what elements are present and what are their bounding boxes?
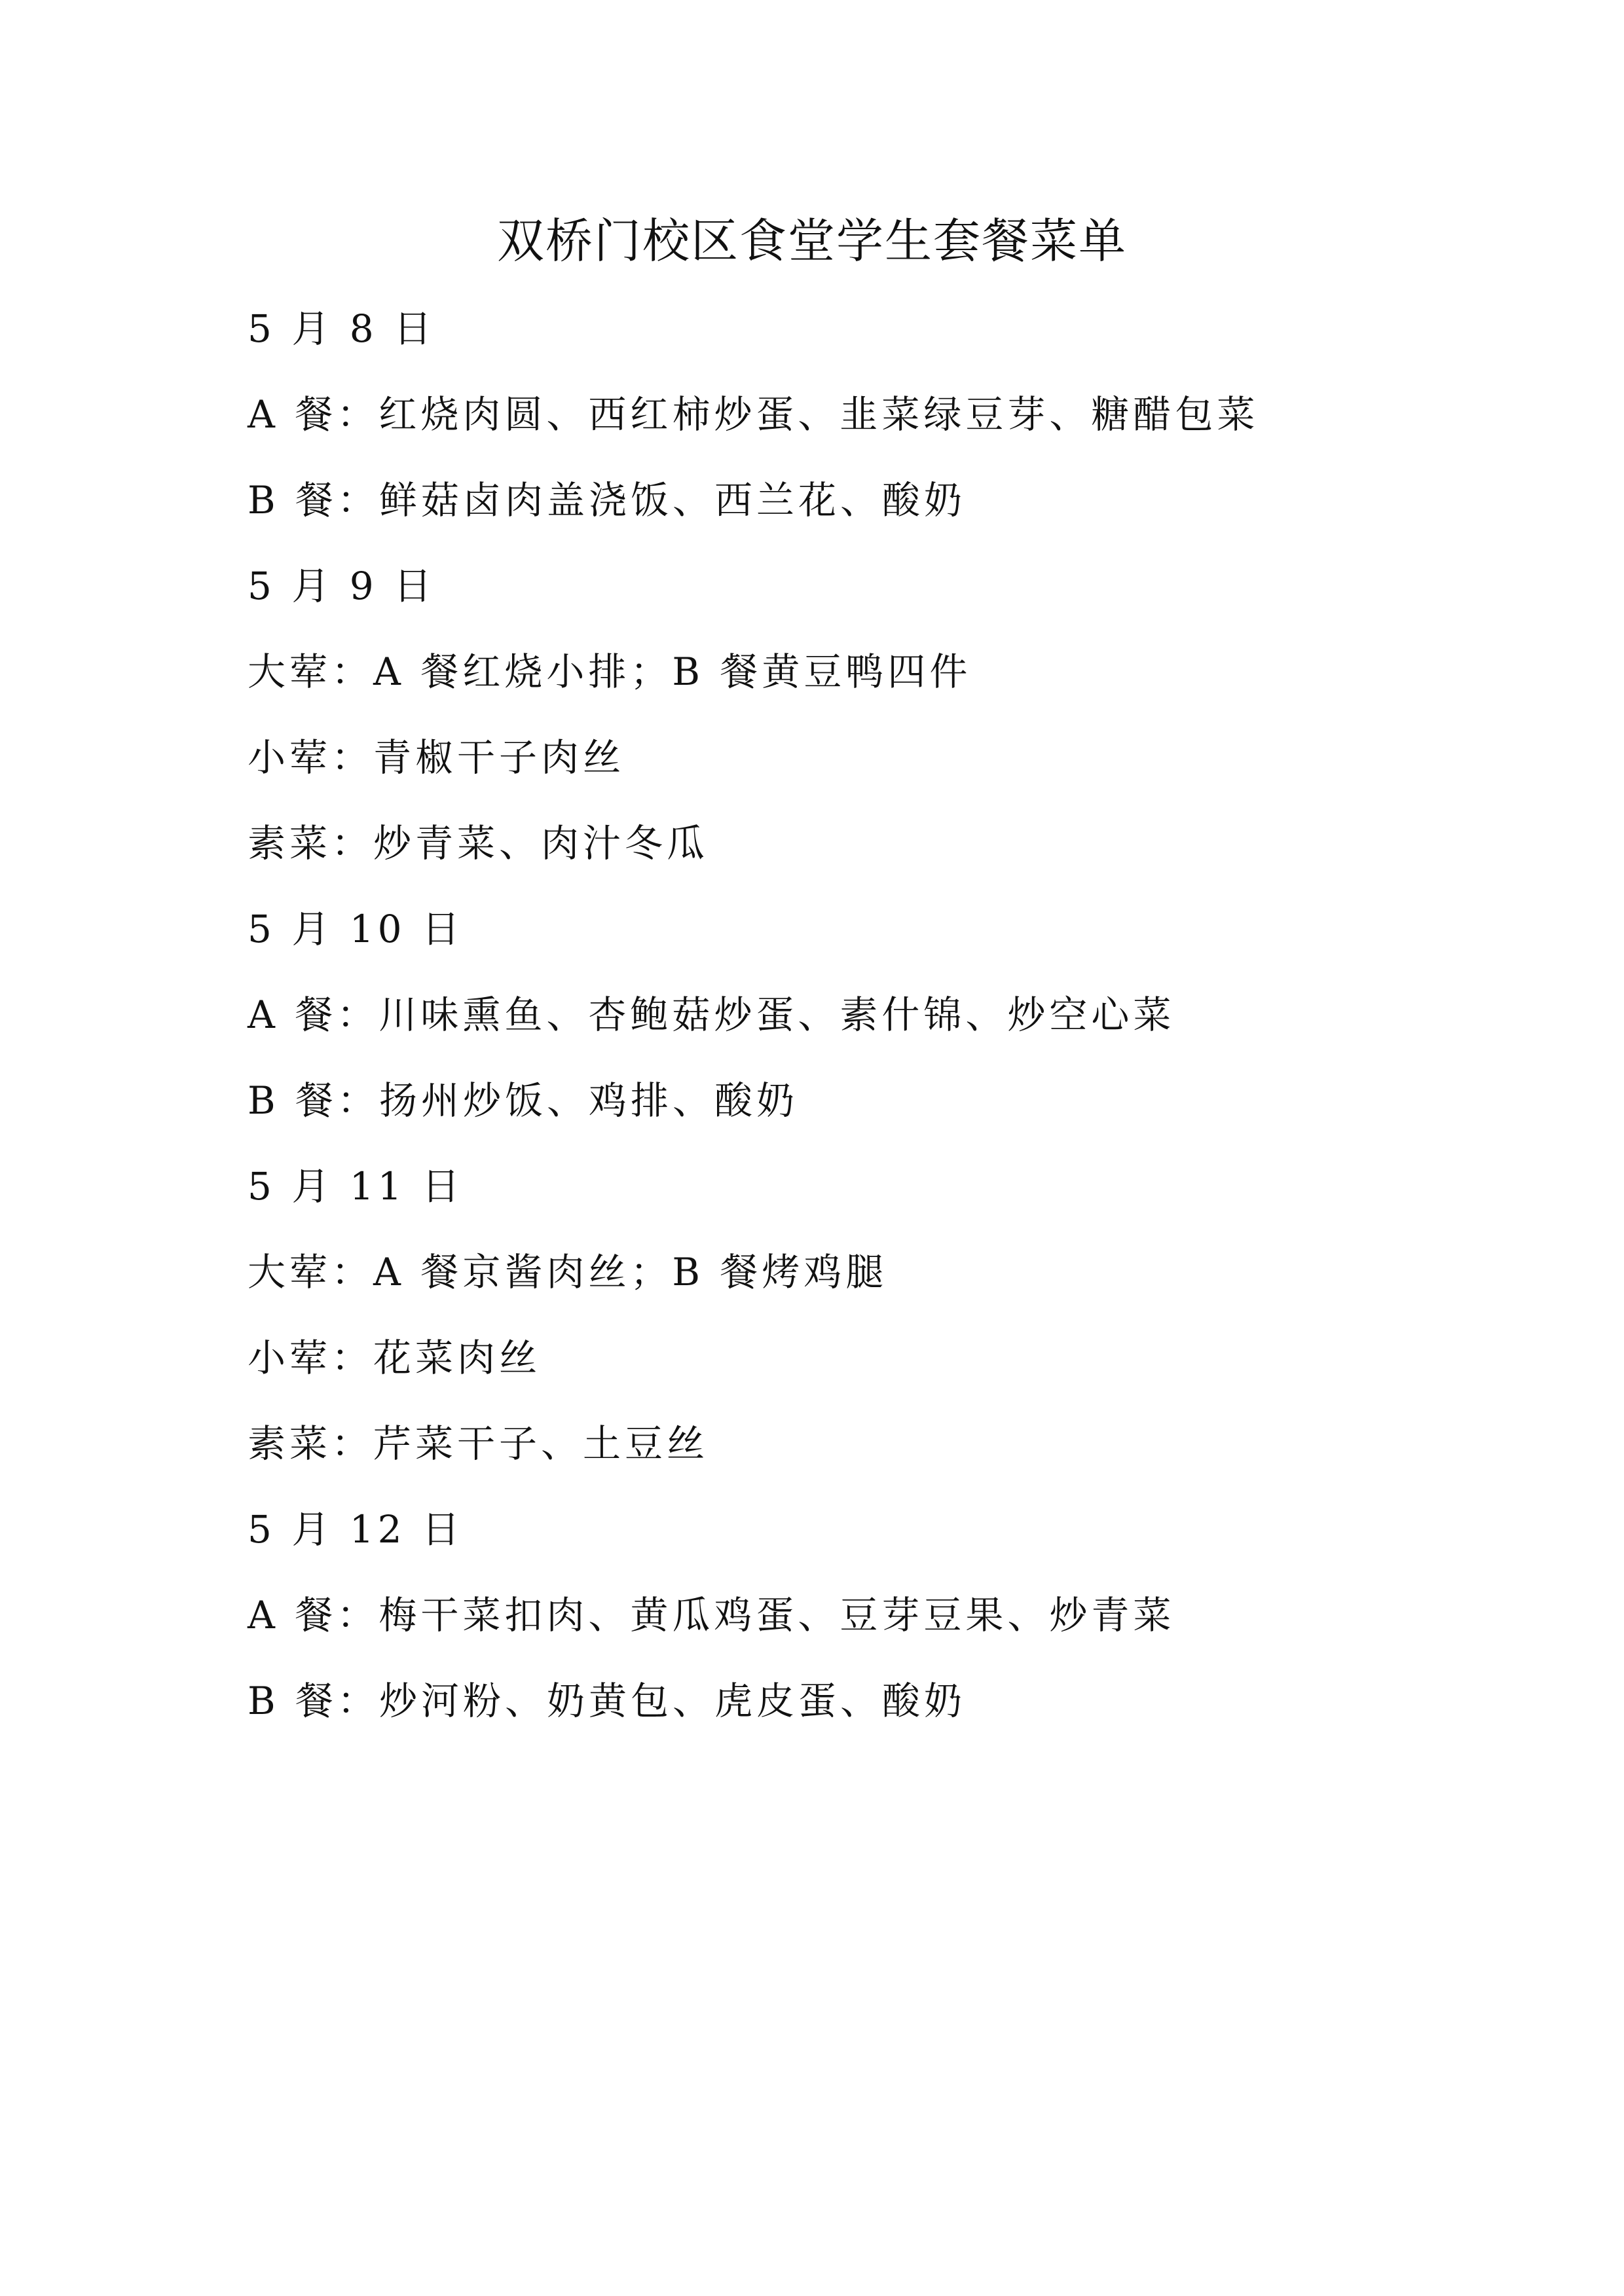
menu-item: A 餐：红烧肉圆、西红柿炒蛋、韭菜绿豆芽、糖醋包菜 <box>248 392 1259 437</box>
menu-date-may-9: 5 月 9 日 <box>248 564 436 608</box>
menu-date-may-10: 5 月 10 日 <box>248 907 464 951</box>
menu-item: 素菜：炒青菜、肉汁冬瓜 <box>248 821 709 866</box>
menu-item: 素菜：芹菜干子、土豆丝 <box>248 1421 709 1466</box>
menu-item: 小荤：青椒干子肉丝 <box>248 735 625 780</box>
menu-list <box>248 296 1492 1754</box>
menu-item: 小荤：花菜肉丝 <box>248 1336 542 1380</box>
menu-item: 大荤：A 餐红烧小排；B 餐黄豆鸭四件 <box>248 649 972 694</box>
menu-item: B 餐：扬州炒饭、鸡排、酸奶 <box>248 1078 799 1123</box>
menu-item: 大荤：A 餐京酱肉丝；B 餐烤鸡腿 <box>248 1250 888 1294</box>
menu-item: B 餐：炒河粉、奶黄包、虎皮蛋、酸奶 <box>248 1679 967 1723</box>
menu-date-may-11: 5 月 11 日 <box>248 1164 464 1209</box>
menu-item: B 餐：鲜菇卤肉盖浇饭、西兰花、酸奶 <box>248 478 967 522</box>
menu-item: A 餐：梅干菜扣肉、黄瓜鸡蛋、豆芽豆果、炒青菜 <box>248 1593 1175 1637</box>
menu-date-may-12: 5 月 12 日 <box>248 1507 464 1552</box>
menu-item: A 餐：川味熏鱼、杏鲍菇炒蛋、素什锦、炒空心菜 <box>248 993 1175 1037</box>
page-title: 双桥门校区食堂学生套餐菜单 <box>496 213 1127 268</box>
menu-date-may-8: 5 月 8 日 <box>248 306 436 351</box>
